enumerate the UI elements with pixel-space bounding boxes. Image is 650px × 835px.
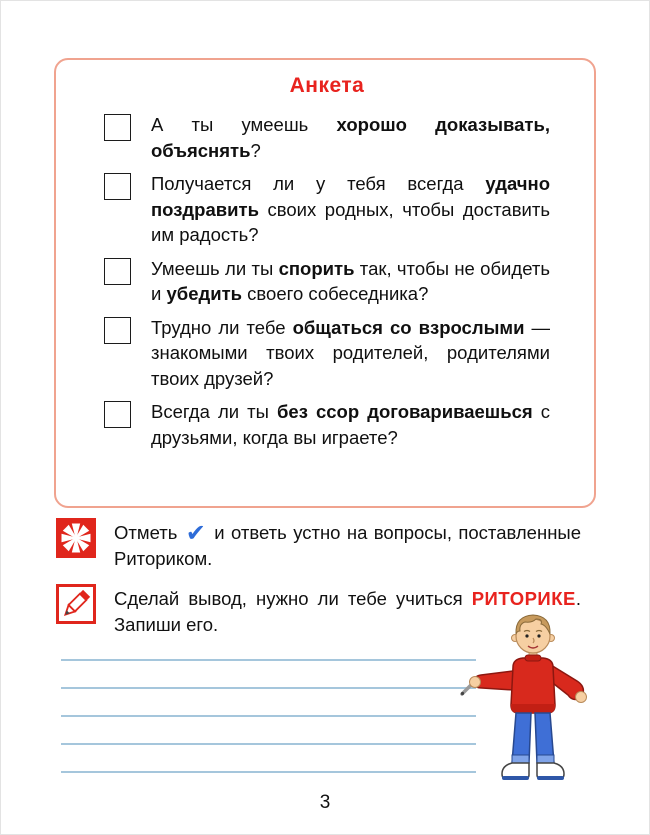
question-text-bold: спорить: [278, 257, 355, 279]
task-text-segment: и ответь устно на вопросы, поставленные Риториком.: [114, 522, 581, 569]
question-text-segment: А ты умеешь: [151, 114, 337, 135]
survey-box: [54, 58, 596, 508]
question-text-segment: ?: [250, 139, 261, 161]
question-item: [104, 256, 550, 307]
question-text-segment: Трудно ли тебе: [151, 316, 293, 338]
question-text-bold: без ссор договариваешься: [276, 401, 533, 422]
question-item: [104, 399, 550, 450]
writing-line[interactable]: [61, 633, 476, 661]
boy-illustration: [459, 607, 599, 792]
writing-line[interactable]: [61, 745, 476, 773]
question-text-segment: своих родных, чтобы доставить им радость?: [151, 198, 550, 245]
task-text-segment: Сделай вывод, нужно ли тебе учиться: [114, 588, 472, 609]
question-text-segment: Получается ли у тебя всегда: [151, 173, 486, 194]
question-text: [151, 171, 550, 248]
pencil-icon: [56, 584, 96, 624]
question-item: [104, 112, 550, 163]
question-text: [151, 256, 550, 307]
page-number: 3: [319, 792, 331, 813]
question-checkbox[interactable]: [104, 173, 131, 200]
question-text: [151, 399, 550, 450]
question-text-bold: удачно поздравить: [151, 173, 550, 220]
task-text: [114, 518, 581, 572]
task-row-mark: [56, 518, 581, 572]
question-checkbox[interactable]: [104, 317, 131, 344]
question-text-bold: хорошо доказывать, объяснять: [151, 114, 550, 161]
writing-line[interactable]: [61, 661, 476, 689]
question-text-segment: своего собеседника?: [242, 283, 429, 304]
answer-lines: [61, 633, 476, 773]
question-text-segment: Всегда ли ты: [151, 401, 277, 422]
question-text-segment: с друзьями, когда вы играете?: [151, 401, 551, 448]
question-checkbox[interactable]: [104, 401, 131, 428]
question-text-segment: — знакомыми твоих родителей, родителями твоих друзей?: [151, 316, 550, 389]
question-text: [151, 315, 550, 392]
writing-line[interactable]: [61, 717, 476, 745]
task-text-segment: Отметь: [114, 522, 184, 543]
question-checkbox[interactable]: [104, 114, 131, 141]
checkmark-icon: ✔: [185, 520, 206, 547]
question-text-segment: так, чтобы не обидеть и: [151, 257, 550, 304]
writing-line[interactable]: [61, 689, 476, 717]
question-item: [104, 315, 550, 392]
ritorike-highlight: РИТОРИКЕ: [471, 588, 576, 609]
question-item: [104, 171, 550, 248]
asterisk-icon: [56, 518, 96, 558]
question-text-segment: Умеешь ли ты: [151, 257, 279, 279]
survey-title: Анкета: [289, 74, 365, 97]
question-text-bold: убедить: [166, 283, 243, 304]
question-checkbox[interactable]: [104, 258, 131, 285]
question-text: [151, 112, 550, 163]
question-text-bold: общаться со взрослыми: [292, 316, 525, 338]
task-text-segment: . Запиши его.: [114, 588, 581, 635]
